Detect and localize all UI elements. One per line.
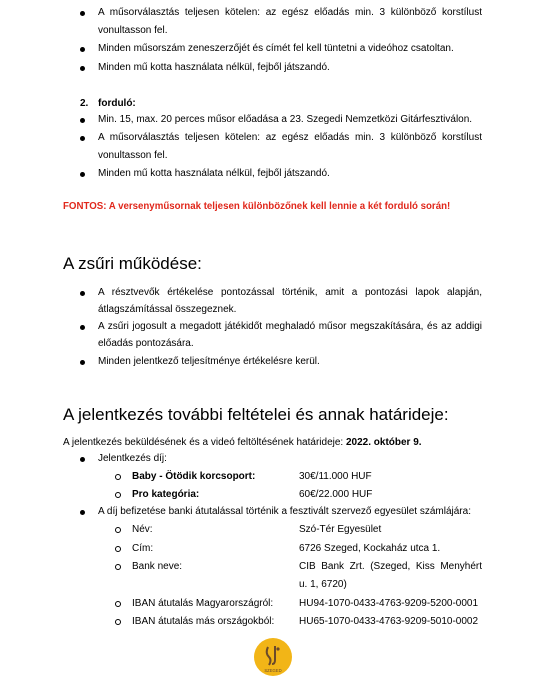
sub-bullet: [115, 601, 121, 607]
bullet: [80, 291, 85, 296]
sub-bullet: [115, 474, 121, 480]
jury-heading: A zsűri működése:: [63, 254, 202, 273]
deadline-line: [63, 436, 422, 449]
sub-bullet: [115, 564, 121, 570]
bullet: [80, 172, 85, 177]
bullet: [80, 457, 85, 462]
application-heading: A jelentkezés további feltételei és annak határideje:: [63, 405, 449, 424]
bullet: [80, 360, 85, 365]
bullet: [80, 66, 85, 71]
round2-bullet-3: Minden mű kotta használata nélkül, fejből játszandó.: [98, 168, 330, 179]
round2-number: 2.: [80, 98, 89, 109]
festival-logo: [253, 637, 293, 677]
fee-amount-2: 60€/22.000 HUF: [299, 489, 373, 500]
payment-iban-int-label: IBAN átutalás más országokból:: [132, 616, 275, 627]
fee-category-2: Pro kategória:: [132, 489, 200, 500]
jury-bullet-1-line1: A résztvevők értékelése pontozással történik, amit a pontozási lapok alapján,: [98, 287, 482, 298]
deadline-prefix: A jelentkezés beküldésének és a videó feltöltésének határideje:: [63, 437, 346, 448]
fee-category-1: Baby - Ötödik korcsoport:: [132, 471, 256, 482]
sub-bullet: [115, 492, 121, 498]
important-note: FONTOS: A versenyműsornak teljesen különbözőnek kell lennie a két forduló során!: [63, 201, 451, 212]
deadline-date: 2022. október 9.: [345, 437, 422, 448]
payment-iban-int-value: HU65-1070-0433-4763-9209-5010-0002: [299, 616, 479, 627]
round1-bullet-2: Minden műsorszám zeneszerzőjét és címét fel kell tüntetni a videóhoz csatoltan.: [98, 43, 454, 54]
jury-bullet-2-line2: előadás pontozására.: [98, 338, 194, 349]
bullet: [80, 325, 85, 330]
logo-dot-icon: [276, 647, 279, 650]
sub-bullet: [115, 546, 121, 552]
bullet: [80, 11, 85, 16]
payment-bank-value-line1: CIB Bank Zrt. (Szeged, Kiss Menyhért: [299, 561, 482, 572]
bullet: [80, 47, 85, 52]
round2-bullet-2-line2: vonultasson fel.: [98, 150, 168, 161]
round1-bullet-1-line1: A műsorválasztás teljesen kötelen: az egész előadás min. 3 különböző korstílust: [98, 7, 482, 18]
bullet: [80, 118, 85, 123]
round2-bullet-2-line1: A műsorválasztás teljesen kötelen: az egész előadás min. 3 különböző korstílust: [98, 132, 482, 143]
round2-title: forduló:: [98, 98, 136, 109]
payment-intro: A díj befizetése banki átutalással történik a fesztivált szervező egyesület számlájára:: [98, 506, 471, 517]
payment-name-value: Szó-Tér Egyesület: [299, 524, 382, 535]
payment-name-label: Név:: [132, 524, 153, 535]
payment-bank-label: Bank neve:: [132, 561, 183, 572]
payment-iban-hu-value: HU94-1070-0433-4763-9209-5200-0001: [299, 598, 479, 609]
jury-bullet-2-line1: A zsűri jogosult a megadott játékidőt meghaladó műsor megszakítására, és az addigi: [98, 321, 482, 332]
sub-bullet: [115, 527, 121, 533]
fee-amount-1: 30€/11.000 HUF: [299, 471, 372, 482]
bullet: [80, 510, 85, 515]
round2-bullet-1: Min. 15, max. 20 perces műsor előadása a 23. Szegedi Nemzetközi Gitárfesztiválon.: [98, 114, 473, 125]
fee-label: Jelentkezés díj:: [98, 453, 167, 464]
bullet: [80, 136, 85, 141]
round1-bullet-1-line2: vonultasson fel.: [98, 25, 168, 36]
payment-iban-hu-label: IBAN átutalás Magyarországról:: [132, 598, 274, 609]
jury-bullet-1-line2: átlagszámítással összegeznek.: [98, 304, 237, 315]
payment-address-value: 6726 Szeged, Kockaház utca 1.: [299, 543, 441, 554]
round1-bullet-3: Minden mű kotta használata nélkül, fejből játszandó.: [98, 62, 330, 73]
payment-bank-value-line2: u. 1, 6720): [299, 579, 347, 590]
payment-address-label: Cím:: [132, 543, 154, 554]
sub-bullet: [115, 619, 121, 625]
logo-text: SZEGED: [264, 668, 282, 673]
jury-bullet-3: Minden jelentkező teljesítménye értékelésre kerül.: [98, 356, 320, 367]
